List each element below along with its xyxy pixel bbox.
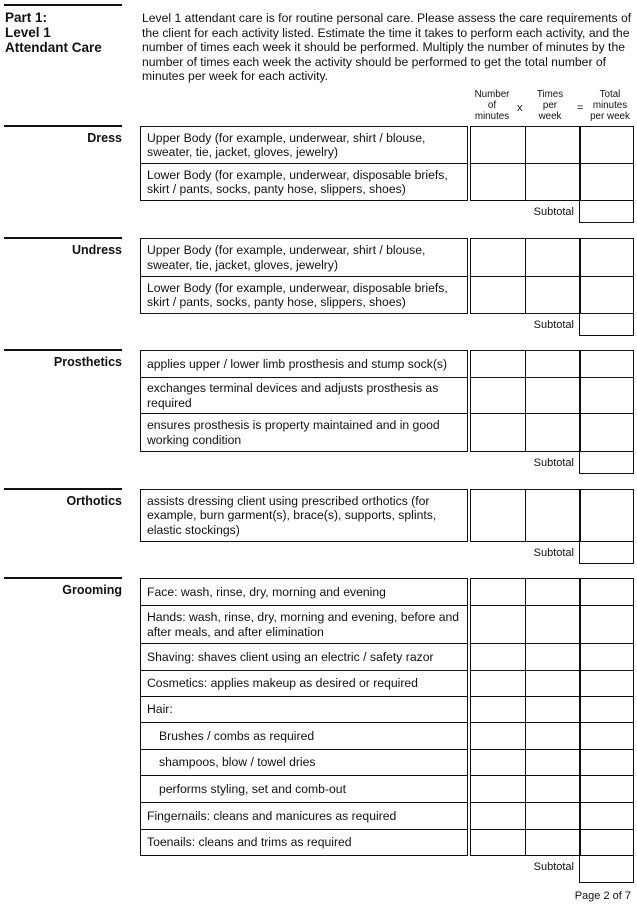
minutes-input-box[interactable] xyxy=(470,163,526,201)
times-per-week-input-box[interactable] xyxy=(525,722,581,750)
total-minutes-input-box[interactable] xyxy=(579,749,634,776)
section-label: Dress xyxy=(87,131,122,145)
total-minutes-input-box[interactable] xyxy=(579,350,634,378)
total-minutes-input-box[interactable] xyxy=(579,643,634,671)
times-per-week-input-box[interactable] xyxy=(525,413,581,452)
section-label: Grooming xyxy=(62,583,122,597)
col-minutes-line1: Number xyxy=(474,89,510,100)
part-title-line2: Level 1 xyxy=(5,25,51,40)
multiply-sign: x xyxy=(517,102,523,114)
minutes-input-box[interactable] xyxy=(470,413,526,452)
activity-description: applies upper / lower limb prosthesis and stump sock(s) xyxy=(140,350,468,378)
col-times-line2: per xyxy=(542,100,558,111)
col-minutes-line2: of xyxy=(487,100,497,111)
subtotal-input-box[interactable] xyxy=(579,451,634,474)
activity-description: Lower Body (for example, underwear, disposable briefs, skirt / pants, socks, panty hose, slippers, shoes) xyxy=(140,163,468,201)
total-minutes-input-box[interactable] xyxy=(579,802,634,830)
total-minutes-input-box[interactable] xyxy=(579,489,634,542)
section-rule xyxy=(4,125,122,127)
part-title-line1: Part 1: xyxy=(5,10,48,25)
activity-description: Hands: wash, rinse, dry, morning and evening, before and after meals, and after elimination xyxy=(140,605,468,644)
col-total-line1: Total xyxy=(599,89,621,100)
col-total-line3: per week xyxy=(590,111,630,122)
times-per-week-input-box[interactable] xyxy=(525,276,581,314)
total-minutes-input-box[interactable] xyxy=(579,276,634,314)
subtotal-label: Subtotal xyxy=(533,457,574,469)
activity-description: Fingernails: cleans and manicures as required xyxy=(140,802,468,830)
total-minutes-input-box[interactable] xyxy=(579,722,634,750)
activity-description: exchanges terminal devices and adjusts prosthesis as required xyxy=(140,377,468,414)
times-per-week-input-box[interactable] xyxy=(525,578,581,606)
minutes-input-box[interactable] xyxy=(470,238,526,277)
minutes-input-box[interactable] xyxy=(470,276,526,314)
col-header-times xyxy=(526,89,574,122)
part-title-line3: Attendant Care xyxy=(5,40,102,55)
section-label: Undress xyxy=(71,243,122,257)
activity-description: Shaving: shaves client using an electric / safety razor xyxy=(140,643,468,671)
minutes-input-box[interactable] xyxy=(470,489,526,542)
activity-description: Upper Body (for example, underwear, shirt / blouse, sweater, tie, jacket, gloves, jewelry) xyxy=(140,126,468,164)
total-minutes-input-box[interactable] xyxy=(579,578,634,606)
page-number: Page 2 of 7 xyxy=(574,890,631,902)
minutes-input-box[interactable] xyxy=(470,126,526,164)
minutes-input-box[interactable] xyxy=(470,377,526,414)
section-label: Orthotics xyxy=(66,494,122,508)
total-minutes-input-box[interactable] xyxy=(579,670,634,697)
intro-paragraph: Level 1 attendant care is for routine personal care. Please assess the care requirements of the client for each activity listed. Estimate the time it takes to perform each activity, and the number of times each week it should be performed. Multiply the number of minutes by the number of times each week the activity should be performed to get the total number of minutes per week for each activity. xyxy=(142,11,632,83)
subtotal-label: Subtotal xyxy=(533,547,574,559)
section-rule xyxy=(4,577,122,579)
subtotal-label: Subtotal xyxy=(533,206,574,218)
minutes-input-box[interactable] xyxy=(470,578,526,606)
minutes-input-box[interactable] xyxy=(470,722,526,750)
activity-description: Hair: xyxy=(140,696,468,723)
times-per-week-input-box[interactable] xyxy=(525,238,581,277)
times-per-week-input-box[interactable] xyxy=(525,802,581,830)
subtotal-input-box[interactable] xyxy=(579,313,634,336)
section-label: Prosthetics xyxy=(53,355,122,369)
activity-description: Upper Body (for example, underwear, shirt / blouse, sweater, tie, jacket, gloves, jewelry) xyxy=(140,238,468,277)
activity-description: shampoos, blow / towel dries xyxy=(140,749,468,776)
col-header-total xyxy=(586,89,634,122)
activity-description: Toenails: cleans and trims as required xyxy=(140,829,468,856)
activity-description: Cosmetics: applies makeup as desired or required xyxy=(140,670,468,697)
minutes-input-box[interactable] xyxy=(470,775,526,803)
times-per-week-input-box[interactable] xyxy=(525,605,581,644)
equals-sign: = xyxy=(577,102,584,114)
activity-description: Brushes / combs as required xyxy=(140,722,468,750)
total-minutes-input-box[interactable] xyxy=(579,696,634,723)
activity-description: ensures prosthesis is property maintained and in good working condition xyxy=(140,413,468,452)
section-rule xyxy=(4,237,122,239)
subtotal-input-box[interactable] xyxy=(579,541,634,564)
total-minutes-input-box[interactable] xyxy=(579,126,634,164)
subtotal-input-box[interactable] xyxy=(579,200,634,223)
section-rule xyxy=(4,349,122,351)
minutes-input-box[interactable] xyxy=(470,829,526,856)
col-times-line1: Times xyxy=(536,89,564,100)
total-minutes-input-box[interactable] xyxy=(579,775,634,803)
col-header-minutes xyxy=(470,89,514,122)
total-minutes-input-box[interactable] xyxy=(579,605,634,644)
total-minutes-input-box[interactable] xyxy=(579,829,634,856)
subtotal-label: Subtotal xyxy=(533,861,574,873)
times-per-week-input-box[interactable] xyxy=(525,670,581,697)
times-per-week-input-box[interactable] xyxy=(525,489,581,542)
times-per-week-input-box[interactable] xyxy=(525,643,581,671)
activity-description: assists dressing client using prescribed orthotics (for example, burn garment(s), brace(s), supports, splints, elastic stockings) xyxy=(140,489,468,542)
section-rule xyxy=(4,488,122,490)
col-times-line3: week xyxy=(538,111,562,122)
minutes-input-box[interactable] xyxy=(470,643,526,671)
minutes-input-box[interactable] xyxy=(470,670,526,697)
part-title xyxy=(5,10,135,55)
total-minutes-input-box[interactable] xyxy=(579,238,634,277)
activity-description: Lower Body (for example, underwear, disposable briefs, skirt / pants, socks, panty hose, slippers, shoes) xyxy=(140,276,468,314)
activity-description: Face: wash, rinse, dry, morning and evening xyxy=(140,578,468,606)
times-per-week-input-box[interactable] xyxy=(525,350,581,378)
minutes-input-box[interactable] xyxy=(470,350,526,378)
col-minutes-line3: minutes xyxy=(474,111,510,122)
total-minutes-input-box[interactable] xyxy=(579,413,634,452)
total-minutes-input-box[interactable] xyxy=(579,163,634,201)
times-per-week-input-box[interactable] xyxy=(525,163,581,201)
times-per-week-input-box[interactable] xyxy=(525,775,581,803)
subtotal-label: Subtotal xyxy=(533,319,574,331)
activity-description: performs styling, set and comb-out xyxy=(140,775,468,803)
minutes-input-box[interactable] xyxy=(470,749,526,776)
minutes-input-box[interactable] xyxy=(470,696,526,723)
subtotal-input-box[interactable] xyxy=(579,855,634,883)
minutes-input-box[interactable] xyxy=(470,605,526,644)
times-per-week-input-box[interactable] xyxy=(525,126,581,164)
times-per-week-input-box[interactable] xyxy=(525,696,581,723)
times-per-week-input-box[interactable] xyxy=(525,749,581,776)
times-per-week-input-box[interactable] xyxy=(525,377,581,414)
total-minutes-input-box[interactable] xyxy=(579,377,634,414)
part-rule xyxy=(4,4,122,6)
minutes-input-box[interactable] xyxy=(470,802,526,830)
times-per-week-input-box[interactable] xyxy=(525,829,581,856)
col-total-line2: minutes xyxy=(592,100,628,111)
